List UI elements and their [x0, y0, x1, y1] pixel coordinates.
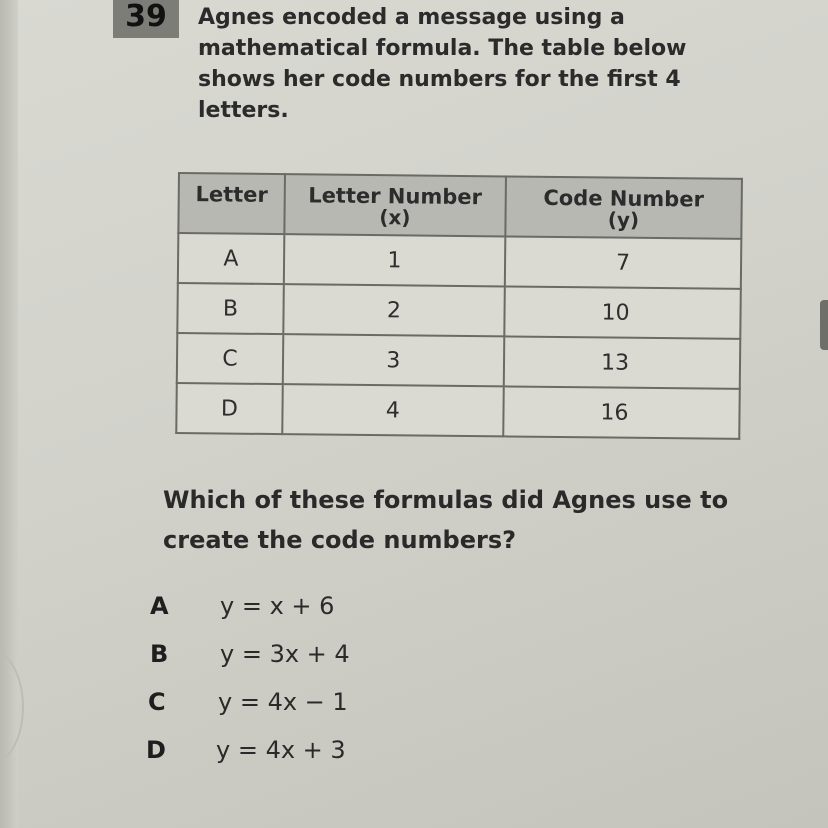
table-row [177, 333, 740, 389]
answer-option-d[interactable] [146, 726, 350, 774]
page-tab-marker [820, 300, 828, 350]
question-number-badge: 39 [113, 0, 179, 38]
header-letter [178, 173, 284, 234]
page-hole-mark [0, 650, 24, 764]
cell-code-number: 10 [504, 286, 741, 338]
cell-letter-number: 1 [284, 234, 506, 286]
table-row [176, 383, 739, 439]
cell-code-number: 16 [503, 386, 740, 438]
option-formula: y = 3x + 4 [220, 640, 350, 668]
cell-letter: D [176, 383, 282, 434]
option-formula: y = 4x − 1 [218, 688, 348, 716]
header-variable: (x) [379, 205, 411, 230]
table-row [177, 283, 740, 339]
header-title: Letter Number [308, 183, 483, 210]
answer-option-c[interactable] [148, 678, 350, 726]
cell-code-number: 13 [504, 336, 741, 388]
option-letter: B [150, 640, 169, 668]
header-variable: (y) [607, 207, 640, 232]
cell-letter: A [178, 233, 284, 284]
code-table [175, 172, 743, 440]
option-letter: D [146, 736, 166, 764]
cell-letter-number: 2 [283, 284, 505, 336]
cell-letter-number: 4 [282, 384, 504, 436]
option-letter: C [148, 688, 166, 716]
option-formula: y = 4x + 3 [216, 736, 346, 764]
header-letter-number [284, 174, 506, 236]
answer-option-a[interactable] [150, 582, 350, 630]
cell-code-number: 7 [505, 236, 742, 288]
problem-prompt: Agnes encoded a message using a mathematical formula. The table below shows her code numbers for the first 4 letters. [198, 5, 687, 123]
cell-letter: B [177, 283, 283, 334]
option-letter: A [150, 592, 169, 620]
cell-letter-number: 3 [283, 334, 505, 386]
option-formula: y = x + 6 [220, 592, 335, 620]
table-header-row [178, 173, 742, 239]
answer-options [146, 582, 350, 774]
header-title: Code Number [543, 185, 705, 212]
cell-letter: C [177, 333, 283, 384]
answer-option-b[interactable] [150, 630, 350, 678]
header-code-number [505, 176, 742, 238]
question-text: Which of these formulas did Agnes use to create the code numbers? [163, 486, 729, 554]
table-row [178, 233, 741, 289]
header-title: Letter [195, 182, 268, 207]
